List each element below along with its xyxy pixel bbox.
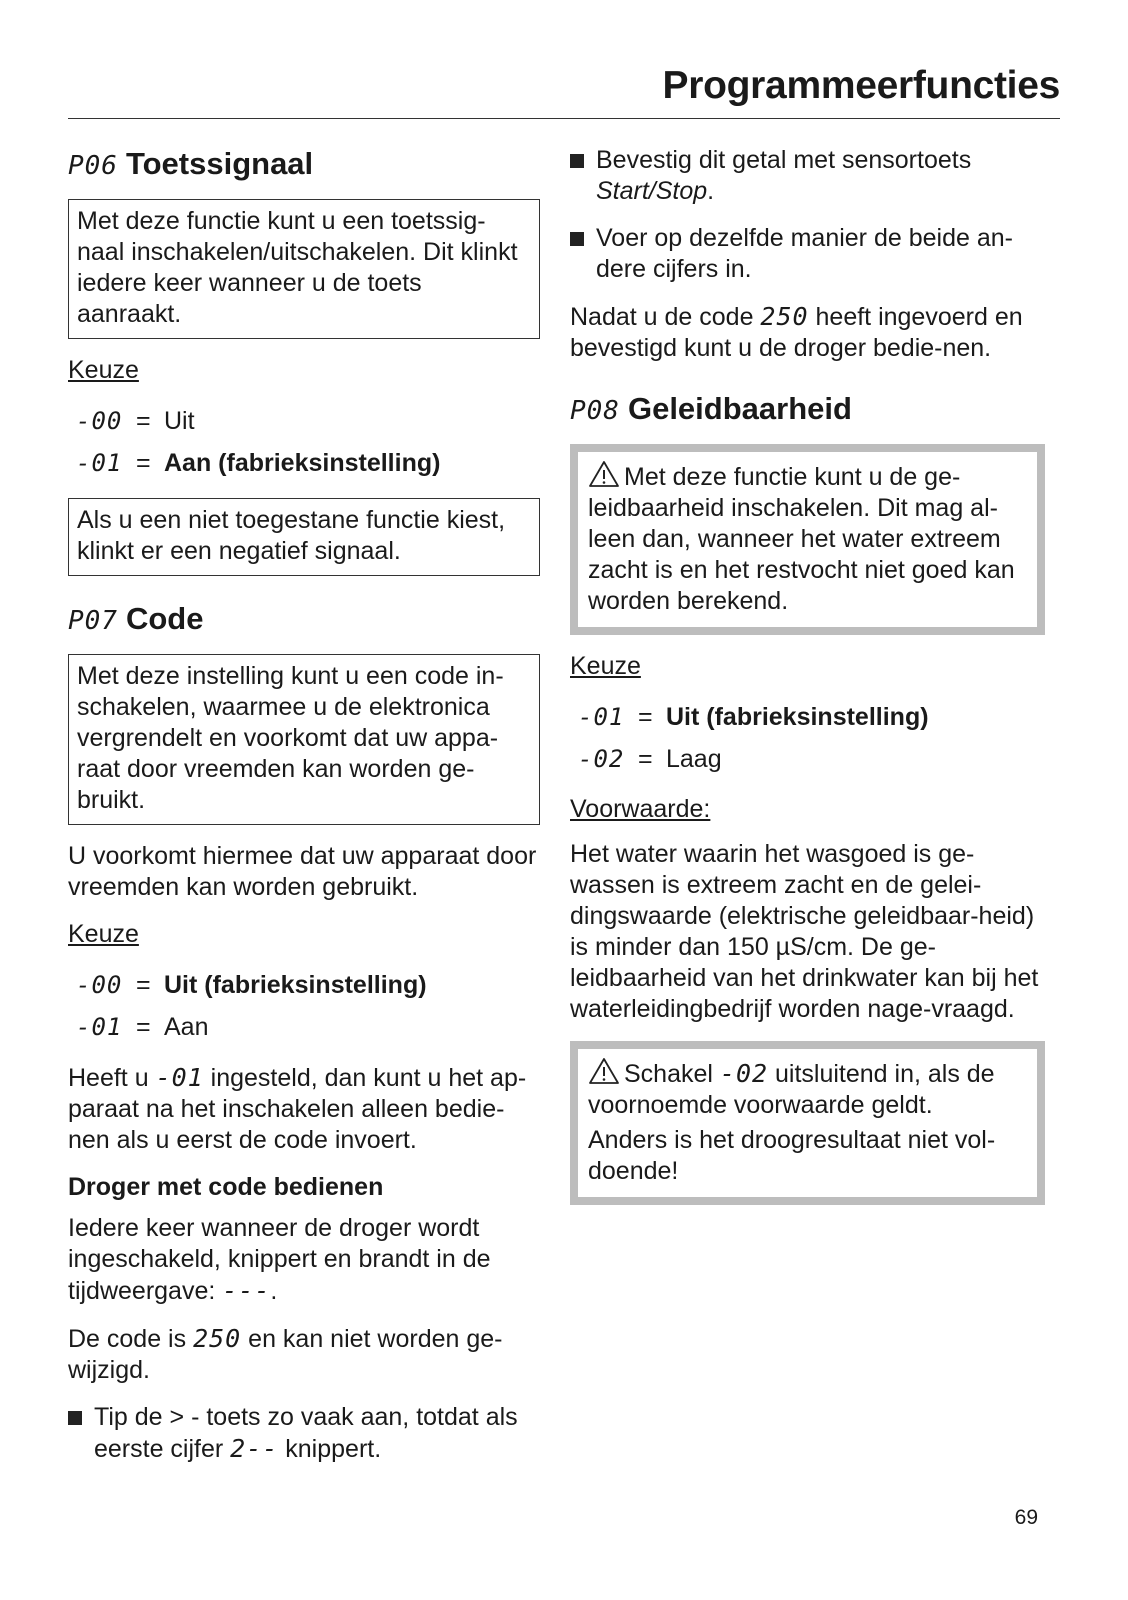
option-row	[578, 738, 1045, 780]
section-title-p08: Geleidbaarheid	[627, 391, 852, 426]
bullet-item	[68, 1402, 540, 1465]
text-run: Schakel	[624, 1060, 720, 1088]
inline-code: -01	[155, 1063, 204, 1092]
left-column	[68, 145, 540, 1481]
option-code: -00	[76, 406, 123, 435]
section-heading-p06	[68, 145, 540, 185]
text-run: Met deze functie kunt u de ge-leidbaarheid inschakelen. Dit mag al-leen dan, wanneer het water extreem zacht is en het restvocht niet goed kan worden berekend.	[588, 463, 1015, 615]
page-title: Programmeerfuncties	[662, 64, 1060, 107]
bullet-text	[94, 1402, 540, 1465]
option-row	[76, 1006, 540, 1048]
note-box-p06	[68, 498, 540, 576]
equals-sign: =	[136, 448, 151, 477]
inline-code: 250	[760, 302, 809, 331]
bullet-text	[596, 145, 1045, 207]
option-label: Uit (fabrieksinstelling)	[164, 970, 427, 999]
option-code: -02	[578, 744, 625, 773]
text-run: - toets zo vaak aan, totdat als eerste cijfer	[94, 1403, 518, 1463]
bullet-square-icon	[68, 1402, 94, 1465]
section-code-p06: P06	[68, 151, 118, 181]
warning-box	[570, 444, 1045, 635]
inline-code: 2--	[230, 1434, 279, 1463]
info-box-p06	[68, 199, 540, 339]
text-run: Iedere keer wanneer de droger wordt ingeschakeld, knippert en brandt in de tijdweergave:	[68, 1214, 491, 1305]
option-label: Uit	[164, 406, 195, 435]
option-code: -01	[578, 702, 625, 731]
page-number: 69	[1014, 1506, 1038, 1529]
text-run: Bevestig dit getal met sensortoets	[596, 146, 972, 174]
text-run: heeft ingevoerd en bevestigd kunt u de droger bedie-nen.	[570, 303, 1023, 362]
inline-code: ---	[222, 1276, 271, 1305]
text-run: knippert.	[278, 1435, 382, 1463]
text-run: .	[270, 1277, 278, 1305]
option-code: -01	[76, 1012, 123, 1041]
keuze-label-p08: Keuze	[570, 652, 641, 680]
next-key-icon: >	[169, 1403, 185, 1431]
equals-sign: =	[638, 702, 653, 731]
page-header	[68, 62, 1060, 119]
equals-sign: =	[638, 744, 653, 773]
paragraph	[68, 1213, 540, 1307]
text-run: Heeft u	[68, 1064, 156, 1092]
option-list-p07	[76, 964, 540, 1048]
section-code-p07: P07	[68, 606, 118, 636]
text-run: ingesteld, dan kunt u het ap-paraat na het inschakelen alleen bedie-nen als u eerst de code invoert.	[68, 1064, 527, 1154]
warning-triangle-icon	[588, 460, 620, 488]
info-text-p07: Met deze instelling kunt u een code in-schakelen, waarmee u de elektronica vergrendelt en voorkomt dat uw appa-raat door vreemden kan worden ge-bruikt.	[77, 662, 504, 814]
section-heading-p07	[68, 600, 540, 640]
option-label: Aan (fabrieksinstelling)	[164, 448, 441, 477]
paragraph: Het water waarin het wasgoed is ge-wassen is extreem zacht en de gelei-dingswaarde (elektrische geleidbaar-heid) is minder dan 150 µS/cm. De ge-leidbaarheid van het drinkwater kan bij het waterleidingbedrijf worden nage-vraagd.	[570, 840, 1039, 1023]
option-list-p08	[578, 696, 1045, 780]
option-label: Aan	[164, 1012, 209, 1041]
paragraph: U voorkomt hiermee dat uw apparaat door vreemden kan worden gebruikt.	[68, 842, 537, 901]
option-list-p06	[76, 400, 540, 484]
right-column	[570, 145, 1045, 1221]
equals-sign: =	[136, 970, 151, 999]
text-run: .	[707, 177, 715, 205]
keuze-label-p07: Keuze	[68, 920, 139, 948]
paragraph	[68, 1062, 540, 1156]
info-box-p07	[68, 654, 540, 825]
bullet-square-icon	[570, 145, 596, 207]
paragraph	[68, 1323, 540, 1386]
option-label: Uit (fabrieksinstelling)	[666, 702, 929, 731]
inline-code: -02	[719, 1059, 769, 1088]
option-row	[76, 964, 540, 1006]
voorwaarde-label: Voorwaarde:	[570, 795, 711, 823]
bullet-square-icon	[570, 223, 596, 285]
section-code-p08: P08	[570, 396, 620, 426]
section-title-p06: Toetssignaal	[125, 146, 314, 181]
note-text-p06: Als u een niet toegestane functie kiest, klinkt er een negatief signaal.	[77, 506, 506, 565]
equals-sign: =	[136, 406, 151, 435]
info-text-p06: Met deze functie kunt u een toetssig-naal inschakelen/uitschakelen. Dit klinkt iedere keer wanneer u de toets aanraakt.	[77, 207, 518, 328]
warning-box	[570, 1041, 1045, 1205]
warning-text	[588, 460, 1027, 617]
warning-triangle-icon	[588, 1057, 620, 1085]
equals-sign: =	[136, 1012, 151, 1041]
text-run: uitsluitend in, als de voornoemde voorwaarde geldt.	[588, 1060, 995, 1119]
bullet-item	[570, 223, 1045, 285]
warning-text	[588, 1057, 1027, 1121]
option-row	[76, 442, 540, 484]
text-run: en kan niet worden ge-wijzigd.	[68, 1325, 503, 1384]
warning-text: Anders is het droogresultaat niet vol-doende!	[588, 1126, 996, 1185]
option-row	[578, 696, 1045, 738]
text-run: Nadat u de code	[570, 303, 761, 331]
key-name: Start/Stop	[596, 177, 708, 205]
keuze-label-p06: Keuze	[68, 356, 139, 384]
paragraph	[570, 301, 1045, 364]
bullet-item	[570, 145, 1045, 207]
option-code: -01	[76, 448, 123, 477]
inline-code: 250	[193, 1324, 242, 1353]
section-title-p07: Code	[125, 601, 204, 636]
bullet-text: Voer op dezelfde manier de beide an-dere cijfers in.	[596, 224, 1013, 283]
option-code: -00	[76, 970, 123, 999]
subheading: Droger met code bedienen	[68, 1173, 384, 1201]
option-row	[76, 400, 540, 442]
text-run: De code is	[68, 1325, 194, 1353]
option-label: Laag	[666, 744, 722, 773]
text-run: Tip de	[94, 1403, 170, 1431]
section-heading-p08	[570, 390, 1045, 430]
